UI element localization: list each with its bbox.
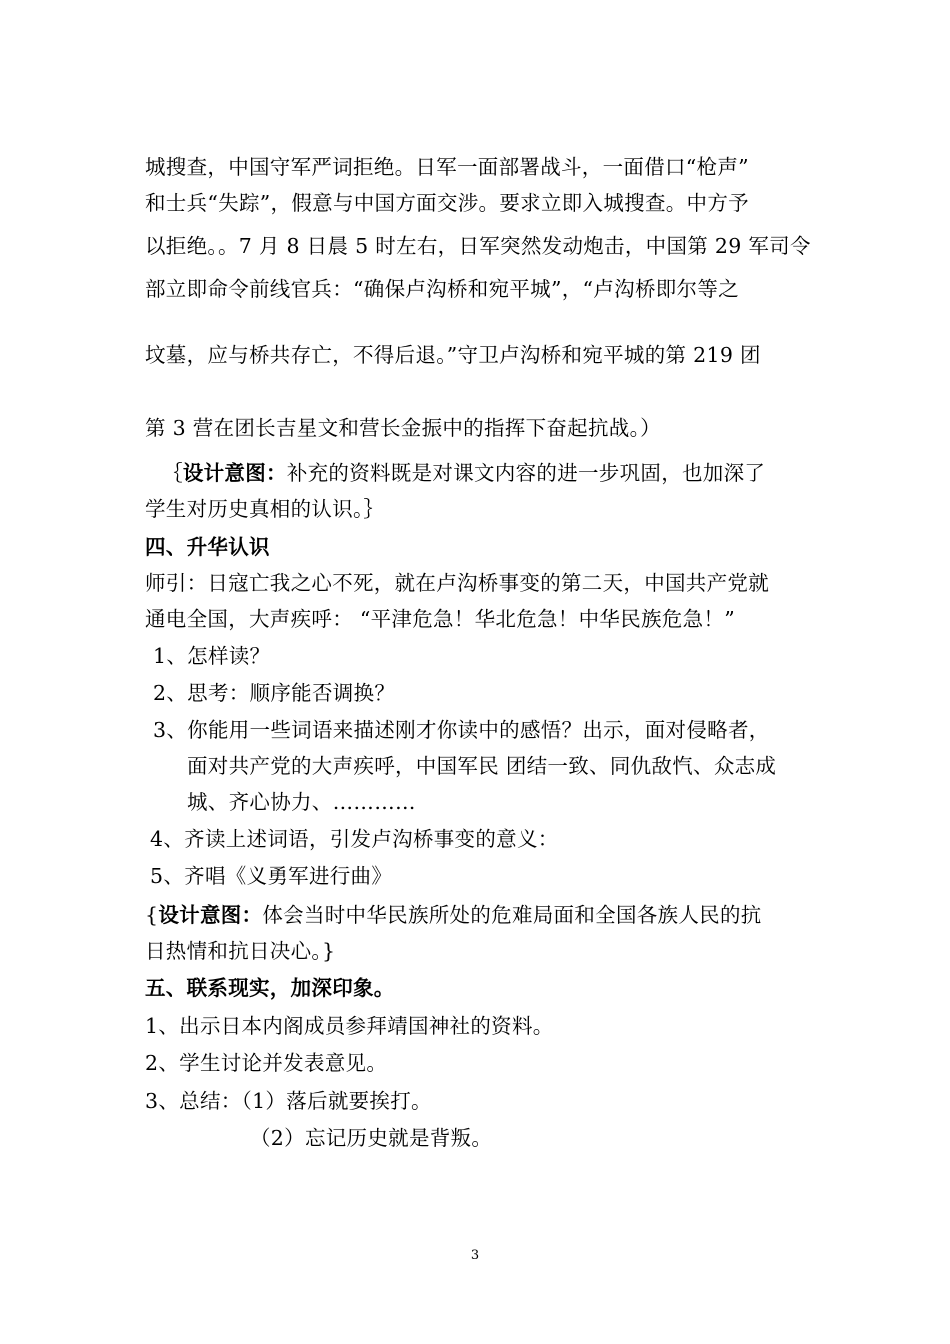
body-text-line: 以拒绝。。7 月 8 日晨 5 时左右，日军突然发动炮击，中国第 29 军司令 <box>145 234 811 258</box>
design-intent-cont: 日热情和抗日决心。} <box>145 939 336 963</box>
page-number: 3 <box>470 1248 480 1263</box>
design-intent-text: 体会当时中华民族所处的危难局面和全国各族人民的抗 <box>262 903 762 927</box>
list-item: 3、总结：（1）落后就要挨打。 <box>145 1089 432 1113</box>
list-item: 3、你能用一些词语来描述刚才你读中的感悟？出示，面对侵略者， <box>153 718 770 742</box>
body-text-line: 部立即命令前线官兵：“确保卢沟桥和宛平城”，“卢沟桥即尔等之 <box>145 277 739 301</box>
bracket-open: { <box>145 903 159 927</box>
design-intent-label: 设计意图： <box>158 903 263 927</box>
section-heading: 四、升华认识 <box>145 535 270 559</box>
list-item: 2、学生讨论并发表意见。 <box>145 1051 388 1075</box>
list-item: 5、齐唱《义勇军进行曲》 <box>150 864 393 888</box>
body-text-line: 第 3 营在团长吉星文和营长金振中的指挥下奋起抗战。） <box>145 416 661 440</box>
design-intent-cont: 学生对历史真相的认识。｝ <box>145 497 385 521</box>
list-item: 1、怎样读？ <box>153 644 271 668</box>
list-item-cont: 城、齐心协力、………… <box>187 790 416 814</box>
design-intent-text: 补充的资料既是对课文内容的进一步巩固，也加深了 <box>286 461 766 485</box>
body-text-line: 城搜查，中国守军严词拒绝。日军一面部署战斗，一面借口“枪声” <box>145 155 749 179</box>
list-item-cont: （2）忘记历史就是背叛。 <box>250 1126 493 1150</box>
design-intent-label: 设计意图： <box>182 461 287 485</box>
list-item: 2、思考：顺序能否调换？ <box>153 681 396 705</box>
list-item-cont: 面对共产党的大声疾呼，中国军民 团结一致、同仇敌忾、众志成 <box>187 754 777 778</box>
intro-line: 通电全国，大声疾呼： “平津危急！华北危急！中华民族危急！” <box>145 607 735 631</box>
bracket-open: ｛ <box>162 461 183 485</box>
list-item: 4、齐读上述词语，引发卢沟桥事变的意义： <box>150 827 559 851</box>
body-text-line: 和士兵“失踪”，假意与中国方面交涉。要求立即入城搜查。中方予 <box>145 191 749 215</box>
body-text-line: 坟墓，应与桥共存亡，不得后退。”守卫卢沟桥和宛平城的第 219 团 <box>145 343 761 367</box>
list-item: 1、出示日本内阁成员参拜靖国神社的资料。 <box>145 1014 554 1038</box>
section-heading: 五、联系现实，加深印象。 <box>145 976 395 1000</box>
intro-line: 师引：日寇亡我之心不死，就在卢沟桥事变的第二天，中国共产党就 <box>145 571 769 595</box>
design-intent-note <box>145 898 762 928</box>
design-intent-note <box>162 456 765 486</box>
